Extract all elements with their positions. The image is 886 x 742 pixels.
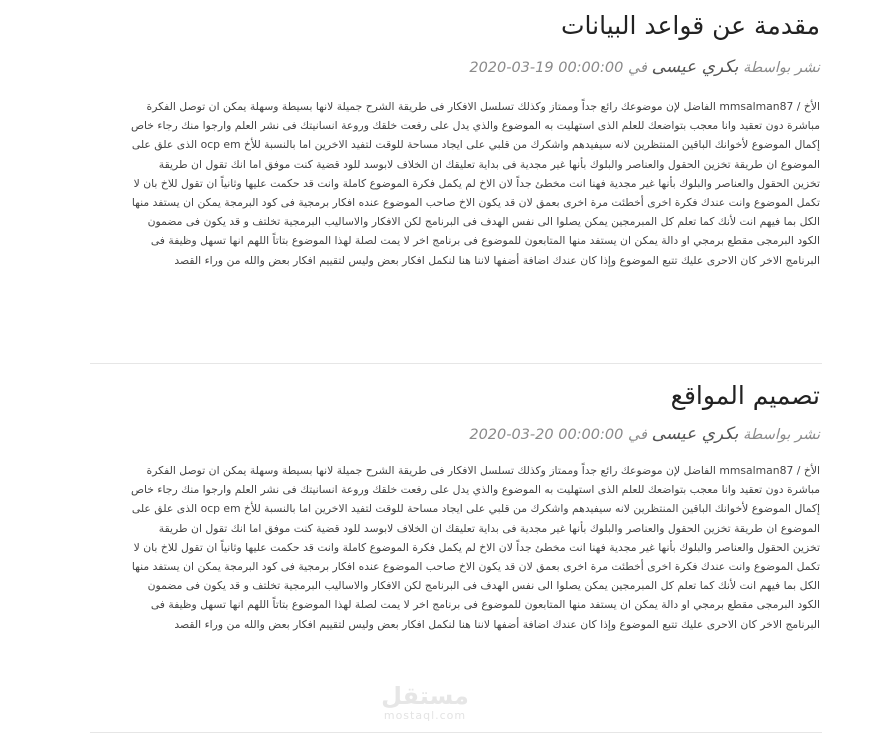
post-date: 2020-03-20 00:00:00 [469,427,624,443]
meta-prefix: نشر بواسطة [743,427,820,443]
meta-in: في [627,60,647,76]
post-meta [88,424,822,445]
post-body: الأخ / mmsalman87 الفاضل لإن موضوعك رائع جداً وممتاز وكذلك تسلسل الافكار فى طريقة الشرح جميلة لانها بسيطة وسهلة يمكن ان توصل الفكرة مباشرة دون تعقيد وانا معجب بتواضعك للعلم الذى استهليت به الموضوع والذي يدل على رفعت خلقك وروعة انسانيتك فى نشر العلم وارجوا منك رجاء خاص إكمال الموضوع لأخوانك الباقين المنتظرين لانه سيفيدهم واشكرك من قلبي على ايجاد مساحة للوقت لتفيد الاخرين اما بالنسبة للأخ ocp em الذى علق على الموضوع ان طريقة تخزين الحقول والعناصر والبلوك بأنها غير مجدية فى بداية تعليقك ان الخلاف لابوسد للود قضية كنت موفق اما انك تقول ان طريقة تخزين الحقول والعناصر والبلوك بأنها غير مجدية فهنا انت مخطئ جداً لان الاخ لم يكمل فكرة الموضوع كاملة وانت قد حكمت عليها وثانياً ان تقول للاخ بان لا تكمل الموضوع وانت عندك فكرة اخرى أخطئت مرة اخرى بعمق لان قد يكون الاخ صاحب الموضوع عنده افكار برمجية فى كود البرمجة يمكن ان يستفد منها الكل بما فيهم انت لأنك كما تعلم كل المبرمجين يمكن يصلوا الى نفس الهدف فى البرنامج لكن الافكار والاساليب البرمجية تخلتف و قد يكون فى مضمون الكود البرمجى مقطع برمجي او دالة يمكن ان يستفد منها المتابعون للموضوع فى برنامج اخر لا يمت لصلة لهذا الموضوع بتاتاً اللهم انها تسهل وظيفة فى البرنامج الاخر كان الاحرى عليك تتبع الموضوع وإذا كان عندك اضافة أضفها لاننا هنا لنكمل افكار بعض ولیس لتقييم افكار بعض والله من وراء القصد [130,100,820,267]
post-author[interactable]: بكري عيسى [651,424,739,444]
post-meta [88,57,822,78]
meta-prefix: نشر بواسطة [743,60,820,76]
meta-in: في [627,427,647,443]
post-divider [90,363,822,364]
post-title[interactable]: مقدمة عن قواعد البيانات [561,11,820,40]
watermark-logo-text: مستقل [381,682,469,710]
post-body: الأخ / mmsalman87 الفاضل لإن موضوعك رائع جداً وممتاز وكذلك تسلسل الافكار فى طريقة الشرح جميلة لانها بسيطة وسهلة يمكن ان توصل الفكرة مباشرة دون تعقيد وانا معجب بتواضعك للعلم الذى استهليت به الموضوع والذي يدل على رفعت خلقك وروعة انسانيتك فى نشر العلم وارجوا منك رجاء خاص إكمال الموضوع لأخوانك الباقين المنتظرين لانه سيفيدهم واشكرك من قلبي على ايجاد مساحة للوقت لتفيد الاخرين اما بالنسبة للأخ ocp em الذى علق على الموضوع ان طريقة تخزين الحقول والعناصر والبلوك بأنها غير مجدية فى بداية تعليقك ان الخلاف لابوسد للود قضية كنت موفق اما انك تقول ان طريقة تخزين الحقول والعناصر والبلوك بأنها غير مجدية فهنا انت مخطئ جداً لان الاخ لم يكمل فكرة الموضوع كاملة وانت قد حكمت عليها وثانياً ان تقول للاخ بان لا تكمل الموضوع وانت عندك فكرة اخرى أخطئت مرة اخرى بعمق لان قد يكون الاخ صاحب الموضوع عنده افكار برمجية فى كود البرمجة يمكن ان يستفد منها الكل بما فيهم انت لأنك كما تعلم كل المبرمجين يمكن يصلوا الى نفس الهدف فى البرنامج لكن الافكار والاساليب البرمجية تخلتف و قد يكون فى مضمون الكود البرمجى مقطع برمجي او دالة يمكن ان يستفد منها المتابعون للموضوع فى برنامج اخر لا يمت لصلة لهذا الموضوع بتاتاً اللهم انها تسهل وظيفة فى البرنامج الاخر كان الاحرى عليك تتبع الموضوع وإذا كان عندك اضافة أضفها لاننا هنا لنكمل افكار بعض ولیس لتقييم افكار بعض والله من وراء القصد [130,464,820,631]
post-divider [90,732,822,733]
mostaql-watermark-logo [360,683,490,722]
post-title[interactable]: تصميم المواقع [670,381,820,410]
watermark-logo-sub: mostaql.com [383,709,467,722]
post-author[interactable]: بكري عيسى [651,57,739,77]
post-date: 2020-03-19 00:00:00 [469,60,624,76]
